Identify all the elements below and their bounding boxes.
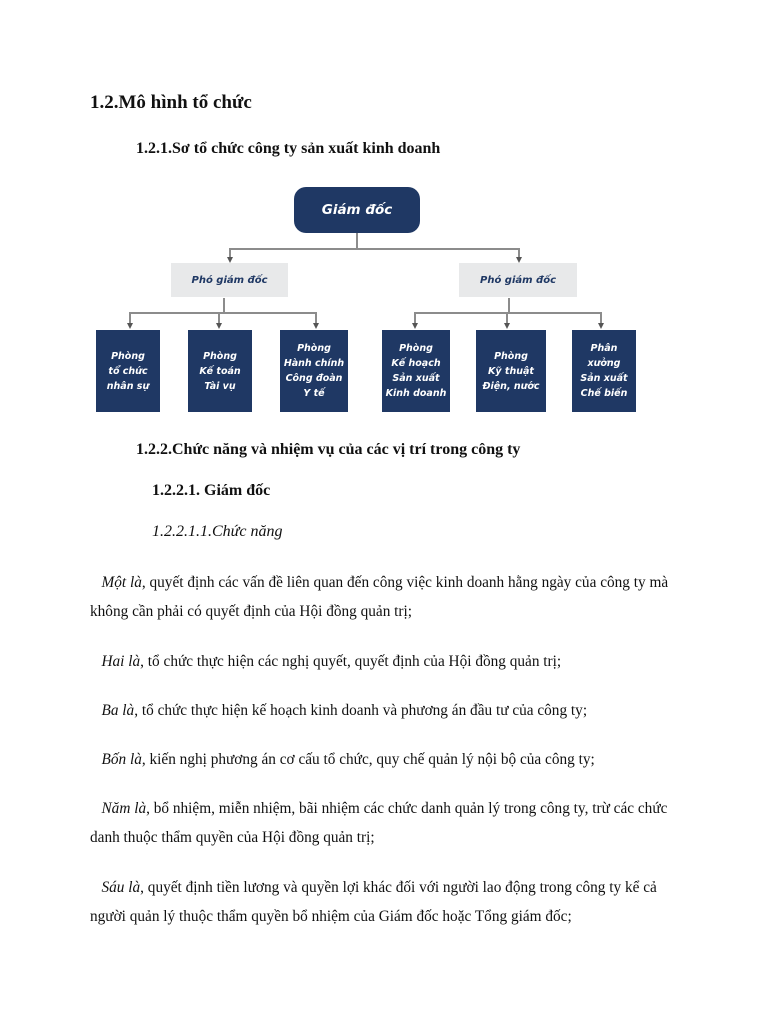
org-node-ceo: Giám đốc <box>294 187 420 233</box>
org-node-label-line: Y tế <box>303 388 325 399</box>
org-node-label-line: Kinh doanh <box>385 388 447 399</box>
paragraph-text: , kiến nghị phương án cơ cấu tổ chức, quy chế quản lý nội bộ của công ty; <box>141 751 595 768</box>
paragraph-text: , quyết định tiền lương và quyền lợi khác đối với người lao động trong công ty kể cả người quản lý thuộc thẩm quyền bổ nhiệm của Giám đốc hoặc Tổng giám đốc; <box>90 879 657 925</box>
org-node-label-line: tổ chức <box>108 365 148 377</box>
paragraph-item <box>90 696 690 725</box>
section-heading-1-2-2-1: 1.2.2.1. Giám đốc <box>152 482 271 499</box>
org-node-dept-5 <box>476 330 546 412</box>
org-node-label-line: Kế hoạch <box>391 358 441 369</box>
org-node-dept-1 <box>96 330 160 412</box>
org-node-dept-3 <box>280 330 348 412</box>
arrow-icon <box>313 323 319 329</box>
org-node-label <box>107 349 149 394</box>
arrow-icon <box>598 323 604 329</box>
org-node-dept-6 <box>572 330 636 412</box>
paragraph-item <box>90 745 690 774</box>
org-node-label-line: Điện, nước <box>482 380 540 392</box>
org-node-label-line: Phòng <box>203 350 237 362</box>
paragraph-lead: Ba là <box>101 702 135 719</box>
org-node-label-line: Sản xuất <box>392 373 440 384</box>
org-node-label-line: Sản xuất <box>580 373 628 384</box>
paragraph-item <box>90 647 690 676</box>
paragraph-lead: Một là <box>101 574 142 591</box>
paragraph-lead: Năm là <box>101 800 147 817</box>
connector-line <box>223 298 225 312</box>
paragraph-text: , tổ chức thực hiện kế hoạch kinh doanh và phương án đầu tư của công ty; <box>134 702 588 719</box>
section-heading-1-2-1: 1.2.1.Sơ tổ chức công ty sản xuất kinh doanh <box>136 140 441 157</box>
org-node-dept-2 <box>188 330 252 412</box>
org-node-label-line: Phòng <box>297 343 331 354</box>
connector-line <box>356 233 358 249</box>
paragraph-item <box>90 794 690 852</box>
org-chart <box>92 184 640 416</box>
section-heading-1-2-2-1-1: 1.2.2.1.1.Chức năng <box>152 523 283 540</box>
org-node-label-line: Kỹ thuật <box>488 365 534 377</box>
org-node-label <box>580 341 627 401</box>
connector-line <box>129 312 317 314</box>
paragraph-text: , tổ chức thực hiện các nghị quyết, quyết định của Hội đồng quản trị; <box>140 653 562 670</box>
org-node-label-line: Phòng <box>399 343 433 354</box>
section-heading-1-2-2: 1.2.2.Chức năng và nhiệm vụ của các vị trí trong công ty <box>136 441 521 458</box>
org-node-label-line: Phòng <box>494 350 528 362</box>
org-node-label <box>199 349 240 394</box>
connector-line <box>229 248 519 250</box>
org-node-label <box>386 341 447 401</box>
connector-line <box>414 312 602 314</box>
paragraph-lead: Hai là <box>101 653 141 670</box>
arrow-icon <box>216 323 222 329</box>
org-node-vice-right: Phó giám đốc <box>459 263 577 297</box>
paragraph-lead: Bốn là <box>101 751 142 768</box>
section-heading-1-2: 1.2.Mô hình tổ chức <box>90 92 252 113</box>
org-node-label <box>284 341 344 401</box>
org-node-label-line: Chế biến <box>580 388 628 399</box>
paragraph-text: , bổ nhiệm, miễn nhiệm, bãi nhiệm các chức danh quản lý trong công ty, trừ các chức danh thuộc thẩm quyền của Hội đồng quản trị; <box>90 800 668 846</box>
org-node-label-line: xưởng <box>587 358 621 369</box>
arrow-icon <box>504 323 510 329</box>
org-node-label-line: Phòng <box>111 350 145 362</box>
org-node-label-line: Phân <box>590 343 618 354</box>
org-node-label-line: Hành chính <box>283 358 345 369</box>
org-node-label-line: Công đoàn <box>285 373 343 384</box>
org-node-dept-4 <box>382 330 450 412</box>
paragraph-text: , quyết định các vấn đề liên quan đến công việc kinh doanh hằng ngày của công ty mà không cần phải có quyết định của Hội đồng quản trị; <box>90 574 669 620</box>
org-node-label-line: Tài vụ <box>204 380 236 392</box>
org-node-label-line: Kế toán <box>199 365 241 377</box>
connector-line <box>508 298 510 312</box>
arrow-icon <box>127 323 133 329</box>
org-node-label-line: nhân sự <box>106 380 150 392</box>
paragraph-lead: Sáu là <box>101 879 141 896</box>
arrow-icon <box>412 323 418 329</box>
org-node-label <box>482 349 539 394</box>
paragraph-item <box>90 873 690 931</box>
paragraph-item <box>90 568 690 626</box>
org-node-vice-left: Phó giám đốc <box>171 263 288 297</box>
